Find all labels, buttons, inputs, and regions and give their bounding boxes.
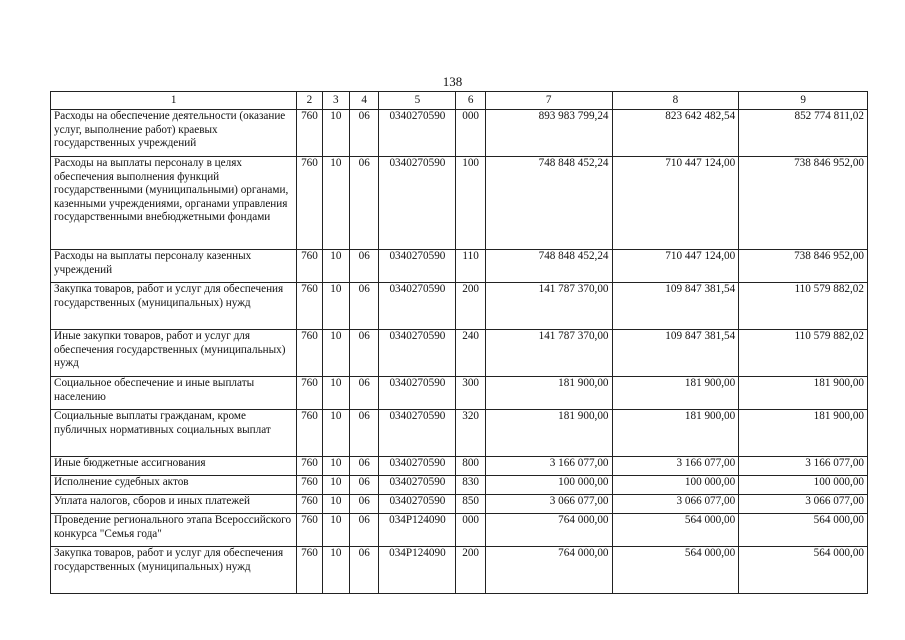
col-header: 2 xyxy=(297,92,322,110)
code-col4: 06 xyxy=(350,495,379,514)
amount-col7: 100 000,00 xyxy=(485,476,612,495)
table-row xyxy=(51,330,868,377)
code-col6: 000 xyxy=(456,514,485,547)
code-col6: 800 xyxy=(456,457,485,476)
code-col5: 034P124090 xyxy=(379,514,456,547)
code-col2: 760 xyxy=(297,514,322,547)
col-header: 3 xyxy=(322,92,349,110)
code-col5: 0340270590 xyxy=(379,283,456,330)
code-col6: 320 xyxy=(456,410,485,457)
table-row xyxy=(51,110,868,157)
code-col6: 200 xyxy=(456,283,485,330)
code-col6: 830 xyxy=(456,476,485,495)
code-col3: 10 xyxy=(322,377,349,410)
amount-col7: 181 900,00 xyxy=(485,410,612,457)
row-name: Закупка товаров, работ и услуг для обеспечения государственных (муниципальных) нужд xyxy=(51,547,297,594)
table-row xyxy=(51,377,868,410)
table-row xyxy=(51,495,868,514)
page-number: 138 xyxy=(442,74,463,89)
code-col4: 06 xyxy=(350,110,379,157)
code-col4: 06 xyxy=(350,377,379,410)
amount-col8: 109 847 381,54 xyxy=(612,330,739,377)
table-row xyxy=(51,457,868,476)
code-col6: 000 xyxy=(456,110,485,157)
amount-col8: 710 447 124,00 xyxy=(612,250,739,283)
amount-col7: 181 900,00 xyxy=(485,377,612,410)
code-col4: 06 xyxy=(350,330,379,377)
table-row xyxy=(51,283,868,330)
table-row xyxy=(51,514,868,547)
amount-col8: 3 166 077,00 xyxy=(612,457,739,476)
col-header: 5 xyxy=(379,92,456,110)
code-col2: 760 xyxy=(297,377,322,410)
amount-col7: 141 787 370,00 xyxy=(485,283,612,330)
code-col4: 06 xyxy=(350,547,379,594)
code-col5: 0340270590 xyxy=(379,495,456,514)
code-col6: 300 xyxy=(456,377,485,410)
col-header: 8 xyxy=(612,92,739,110)
amount-col7: 748 848 452,24 xyxy=(485,157,612,250)
row-name: Иные закупки товаров, работ и услуг для обеспечения государственных (муниципальных) нужд xyxy=(51,330,297,377)
code-col4: 06 xyxy=(350,514,379,547)
amount-col9: 110 579 882,02 xyxy=(739,330,868,377)
code-col5: 0340270590 xyxy=(379,410,456,457)
code-col3: 10 xyxy=(322,283,349,330)
code-col3: 10 xyxy=(322,514,349,547)
amount-col9: 852 774 811,02 xyxy=(739,110,868,157)
code-col5: 0340270590 xyxy=(379,250,456,283)
amount-col9: 738 846 952,00 xyxy=(739,250,868,283)
code-col3: 10 xyxy=(322,157,349,250)
row-name: Уплата налогов, сборов и иных платежей xyxy=(51,495,297,514)
amount-col9: 100 000,00 xyxy=(739,476,868,495)
code-col5: 0340270590 xyxy=(379,457,456,476)
code-col3: 10 xyxy=(322,495,349,514)
table-row xyxy=(51,250,868,283)
code-col5: 034P124090 xyxy=(379,547,456,594)
code-col5: 0340270590 xyxy=(379,476,456,495)
amount-col8: 710 447 124,00 xyxy=(612,157,739,250)
row-name: Проведение регионального этапа Всероссийского конкурса "Семья года" xyxy=(51,514,297,547)
col-header: 7 xyxy=(485,92,612,110)
amount-col8: 181 900,00 xyxy=(612,410,739,457)
header-row xyxy=(51,92,868,110)
code-col3: 10 xyxy=(322,410,349,457)
amount-col9: 3 066 077,00 xyxy=(739,495,868,514)
amount-col9: 564 000,00 xyxy=(739,514,868,547)
row-name: Иные бюджетные ассигнования xyxy=(51,457,297,476)
code-col4: 06 xyxy=(350,157,379,250)
code-col6: 200 xyxy=(456,547,485,594)
code-col5: 0340270590 xyxy=(379,330,456,377)
table-row xyxy=(51,547,868,594)
table-row xyxy=(51,476,868,495)
code-col5: 0340270590 xyxy=(379,110,456,157)
amount-col7: 764 000,00 xyxy=(485,547,612,594)
code-col4: 06 xyxy=(350,476,379,495)
amount-col9: 3 166 077,00 xyxy=(739,457,868,476)
row-name: Социальные выплаты гражданам, кроме публичных нормативных социальных выплат xyxy=(51,410,297,457)
amount-col9: 110 579 882,02 xyxy=(739,283,868,330)
code-col3: 10 xyxy=(322,250,349,283)
code-col6: 240 xyxy=(456,330,485,377)
amount-col9: 181 900,00 xyxy=(739,377,868,410)
table-row xyxy=(51,157,868,250)
amount-col8: 3 066 077,00 xyxy=(612,495,739,514)
amount-col7: 141 787 370,00 xyxy=(485,330,612,377)
code-col3: 10 xyxy=(322,110,349,157)
code-col2: 760 xyxy=(297,547,322,594)
code-col2: 760 xyxy=(297,495,322,514)
row-name: Расходы на выплаты персоналу казенных учреждений xyxy=(51,250,297,283)
amount-col9: 738 846 952,00 xyxy=(739,157,868,250)
amount-col7: 748 848 452,24 xyxy=(485,250,612,283)
code-col3: 10 xyxy=(322,330,349,377)
col-header: 9 xyxy=(739,92,868,110)
amount-col7: 3 166 077,00 xyxy=(485,457,612,476)
code-col3: 10 xyxy=(322,547,349,594)
row-name: Расходы на выплаты персоналу в целях обеспечения выполнения функций государственными (муниципальными) органами, казенными учреждениями, органами управления государственными внебюджетными фондами xyxy=(51,157,297,250)
amount-col8: 564 000,00 xyxy=(612,547,739,594)
col-header: 1 xyxy=(51,92,297,110)
code-col5: 0340270590 xyxy=(379,377,456,410)
col-header: 6 xyxy=(456,92,485,110)
amount-col7: 893 983 799,24 xyxy=(485,110,612,157)
amount-col8: 100 000,00 xyxy=(612,476,739,495)
code-col2: 760 xyxy=(297,330,322,377)
code-col4: 06 xyxy=(350,250,379,283)
code-col2: 760 xyxy=(297,457,322,476)
row-name: Расходы на обеспечение деятельности (оказание услуг, выполнение работ) краевых государственных учреждений xyxy=(51,110,297,157)
code-col2: 760 xyxy=(297,250,322,283)
code-col4: 06 xyxy=(350,410,379,457)
budget-table xyxy=(50,91,868,594)
code-col4: 06 xyxy=(350,457,379,476)
code-col2: 760 xyxy=(297,157,322,250)
amount-col8: 109 847 381,54 xyxy=(612,283,739,330)
code-col4: 06 xyxy=(350,283,379,330)
amount-col8: 181 900,00 xyxy=(612,377,739,410)
amount-col8: 564 000,00 xyxy=(612,514,739,547)
table-row xyxy=(51,410,868,457)
code-col6: 850 xyxy=(456,495,485,514)
code-col6: 100 xyxy=(456,157,485,250)
amount-col8: 823 642 482,54 xyxy=(612,110,739,157)
amount-col7: 764 000,00 xyxy=(485,514,612,547)
code-col3: 10 xyxy=(322,457,349,476)
code-col2: 760 xyxy=(297,410,322,457)
amount-col7: 3 066 077,00 xyxy=(485,495,612,514)
row-name: Закупка товаров, работ и услуг для обеспечения государственных (муниципальных) нужд xyxy=(51,283,297,330)
amount-col9: 564 000,00 xyxy=(739,547,868,594)
code-col2: 760 xyxy=(297,110,322,157)
row-name: Социальное обеспечение и иные выплаты населению xyxy=(51,377,297,410)
code-col5: 0340270590 xyxy=(379,157,456,250)
code-col3: 10 xyxy=(322,476,349,495)
code-col6: 110 xyxy=(456,250,485,283)
col-header: 4 xyxy=(350,92,379,110)
code-col2: 760 xyxy=(297,476,322,495)
amount-col9: 181 900,00 xyxy=(739,410,868,457)
row-name: Исполнение судебных актов xyxy=(51,476,297,495)
code-col2: 760 xyxy=(297,283,322,330)
